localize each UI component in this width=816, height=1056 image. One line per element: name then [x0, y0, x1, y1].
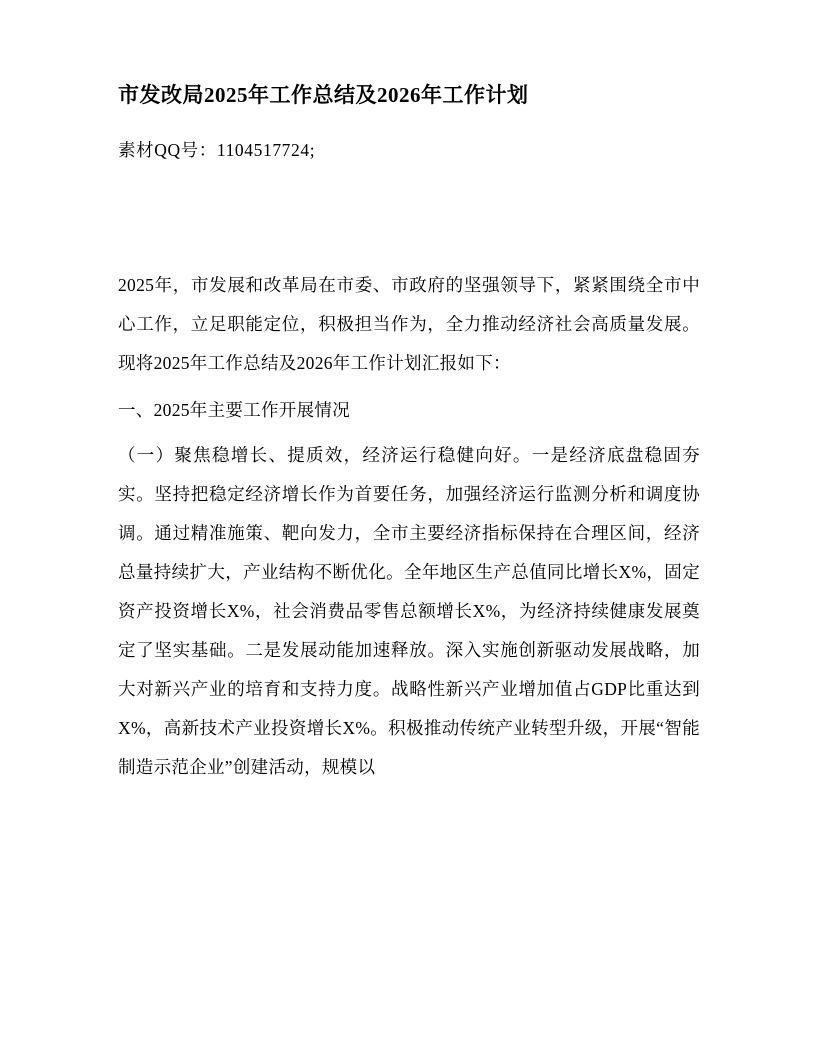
document-body — [118, 78, 700, 787]
section-heading: 一、2025年主要工作开展情况 — [118, 400, 350, 420]
intro-paragraph: 2025年，市发展和改革局在市委、市政府的坚强领导下，紧紧围绕全市中心工作，立足职能定位，积极担当作为，全力推动经济社会高质量发展。现将2025年工作总结及2026年工作计划汇报如下： — [118, 275, 700, 373]
subsection-paragraph: （一）聚焦稳增长、提质效，经济运行稳健向好。一是经济底盘稳固夯实。坚持把稳定经济增长作为首要任务，加强经济运行监测分析和调度协调。通过精准施策、靶向发力，全市主要经济指标保持在合理区间，经济总量持续扩大，产业结构不断优化。全年地区生产总值同比增长X%，固定资产投资增长X%，社会消费品零售总额增长X%，为经济持续健康发展奠定了坚实基础。二是发展动能加速释放。深入实施创新驱动发展战略，加大对新兴产业的培育和支持力度。战略性新兴产业增加值占GDP比重达到X%，高新技术产业投资增长X%。积极推动传统产业转型升级，开展“智能制造示范企业”创建活动，规模以 — [118, 445, 700, 777]
page-title: 市发改局2025年工作总结及2026年工作计划 — [118, 83, 529, 107]
blank-spacer — [118, 180, 700, 266]
contact-meta: 素材QQ号：1104517724; — [118, 140, 316, 160]
